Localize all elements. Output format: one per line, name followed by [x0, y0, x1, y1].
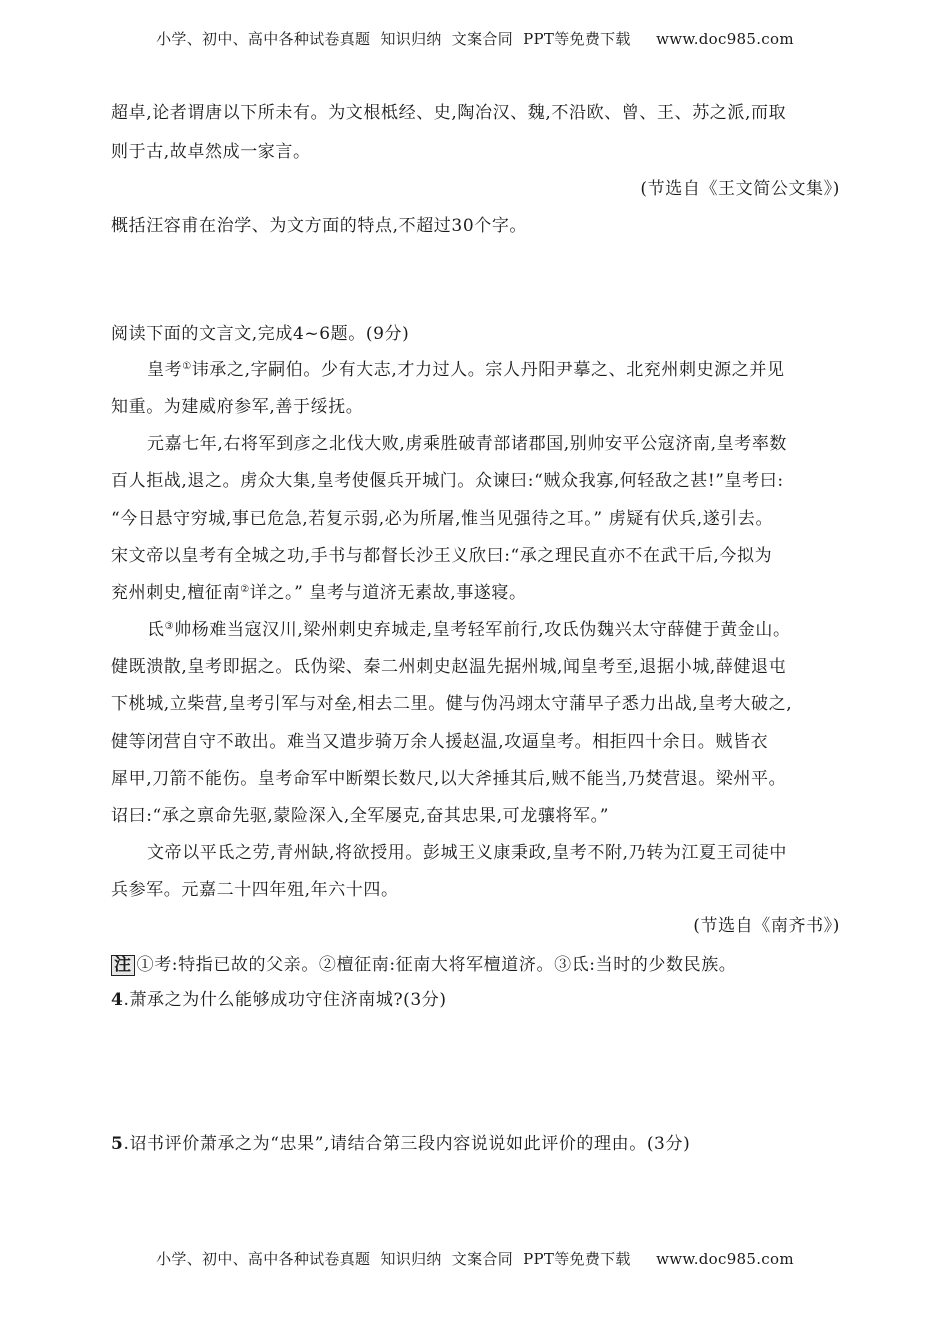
paragraph-line: 诏曰:“承之禀命先驱,蒙险深入,全军屡克,奋其忠果,可龙骧将军。”: [111, 806, 610, 826]
page-header: 小学、初中、高中各种试卷真题 知识归纳 文案合同 PPT等免费下载 www.doc985.com: [156, 30, 794, 48]
passage-source: (节选自《南齐书》): [693, 916, 840, 936]
footnote-marker: ①: [182, 361, 192, 372]
paragraph-line: “今日悬守穷城,事已危急,若复示弱,必为所屠,惟当见强待之耳。” 虏疑有伏兵,遂引去。: [111, 509, 774, 529]
paragraph-line: 皇考①讳承之,字嗣伯。少有大志,才力过人。宗人丹阳尹摹之、北兖州刺史源之并见: [147, 360, 785, 380]
paragraph-line: 氐③帅杨难当寇汉川,梁州刺史弃城走,皇考轻军前行,攻氐伪魏兴太守薛健于黄金山。: [147, 620, 791, 640]
paragraph-line: 健既溃散,皇考即据之。氐伪梁、秦二州刺史赵温先据州城,闻皇考至,退据小城,薛健退屯: [111, 657, 787, 677]
prev-question: 概括汪容甫在治学、为文方面的特点,不超过30个字。: [111, 216, 528, 236]
prev-passage-line: 则于古,故卓然成一家言。: [111, 142, 311, 162]
page-footer: 小学、初中、高中各种试卷真题 知识归纳 文案合同 PPT等免费下载 www.doc985.com: [156, 1250, 794, 1268]
paragraph-line: 文帝以平氐之劳,青州缺,将欲授用。彭城王义康秉政,皇考不附,乃转为江夏王司徒中: [147, 843, 788, 863]
paragraph-line: 犀甲,刀箭不能伤。皇考命军中断槊长数尺,以大斧捶其后,贼不能当,乃焚营退。梁州平。: [111, 769, 787, 789]
question-4: 4.萧承之为什么能够成功守住济南城?(3分): [111, 990, 447, 1010]
paragraph-line: 兖州刺史,檀征南②详之。” 皇考与道济无素故,事遂寝。: [111, 583, 527, 603]
note-label: 注: [111, 955, 135, 976]
paragraph-line: 兵参军。元嘉二十四年殂,年六十四。: [111, 880, 399, 900]
paragraph-line: 元嘉七年,右将军到彦之北伐大败,虏乘胜破青部诸郡国,别帅安平公寇济南,皇考率数: [147, 434, 788, 454]
prev-passage-line: 超卓,论者谓唐以下所未有。为文根柢经、史,陶冶汉、魏,不沿欧、曾、王、苏之派,而取: [111, 103, 787, 123]
paragraph-line: 知重。为建威府参军,善于绥抚。: [111, 397, 364, 417]
footnote-marker: ②: [240, 584, 250, 595]
footnotes: 注 ①考:特指已故的父亲。②檀征南:征南大将军檀道济。③氐:当时的少数民族。: [111, 955, 846, 976]
paragraph-line: 百人拒战,退之。虏众大集,皇考使偃兵开城门。众谏曰:“贼众我寡,何轻敌之甚!”皇考曰:: [111, 471, 784, 491]
footnote-marker: ③: [164, 621, 175, 632]
reading-instruction: 阅读下面的文言文,完成4~6题。(9分): [111, 324, 410, 344]
paragraph-line: 下桃城,立柴营,皇考引军与对垒,相去二里。健与伪冯翊太守蒲早子悉力出战,皇考大破之,: [111, 694, 793, 714]
question-5: 5.诏书评价萧承之为“忠果”,请结合第三段内容说说如此评价的理由。(3分): [111, 1134, 691, 1154]
paragraph-line: 宋文帝以皇考有全城之功,手书与都督长沙王义欣曰:“承之理民直亦不在武干后,今拟为: [111, 546, 773, 566]
prev-passage-source: (节选自《王文简公文集》): [640, 179, 840, 199]
paragraph-line: 健等闭营自守不敢出。难当又遣步骑万余人援赵温,攻逼皇考。相拒四十余日。贼皆衣: [111, 732, 769, 752]
